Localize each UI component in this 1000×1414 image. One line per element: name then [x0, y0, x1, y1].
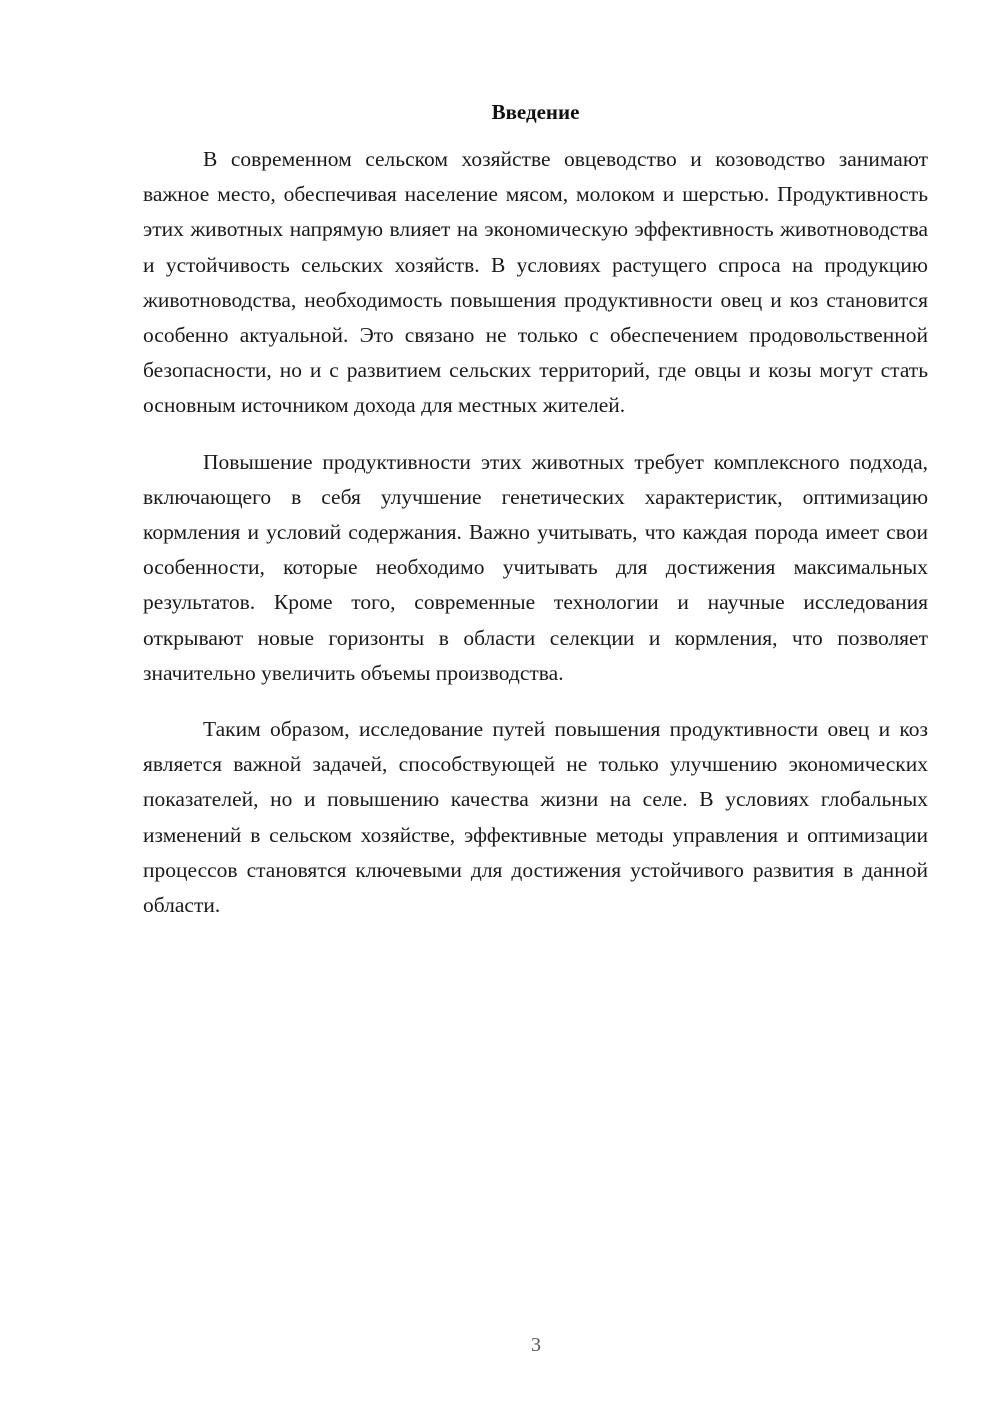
page-number: 3	[531, 1334, 541, 1356]
body-text	[143, 142, 928, 944]
paragraph-2: Повышение продуктивности этих животных требует комплексного подхода, включающего в себя улучшение генетических характеристик, оптимизацию кормления и условий содержания. Важно учитывать, что каждая порода имеет свои особенности, которые необходимо учитывать для достижения максимальных результатов. Кроме того, современные технологии и научные исследования открывают новые горизонты в области селекции и кормления, что позволяет значительно увеличить объемы производства.	[143, 449, 928, 685]
page-title: Введение	[491, 100, 580, 124]
paragraph-1: В современном сельском хозяйстве овцеводство и козоводство занимают важное место, обеспечивая население мясом, молоком и шерстью. Продуктивность этих животных напрямую влияет на экономическую эффективность животноводства и устойчивость сельских хозяйств. В условиях растущего спроса на продукцию животноводства, необходимость повышения продуктивности овец и коз становится особенно актуальной. Это связано не только с обеспечением продовольственной безопасности, но и с развитием сельских территорий, где овцы и козы могут стать основным источником дохода для местных жителей.	[143, 147, 928, 418]
paragraph-3: Таким образом, исследование путей повышения продуктивности овец и коз является важной задачей, способствующей не только улучшению экономических показателей, но и повышению качества жизни на селе. В условиях глобальных изменений в сельском хозяйстве, эффективные методы управления и оптимизации процессов становятся ключевыми для достижения устойчивого развития в данной области.	[143, 717, 928, 918]
